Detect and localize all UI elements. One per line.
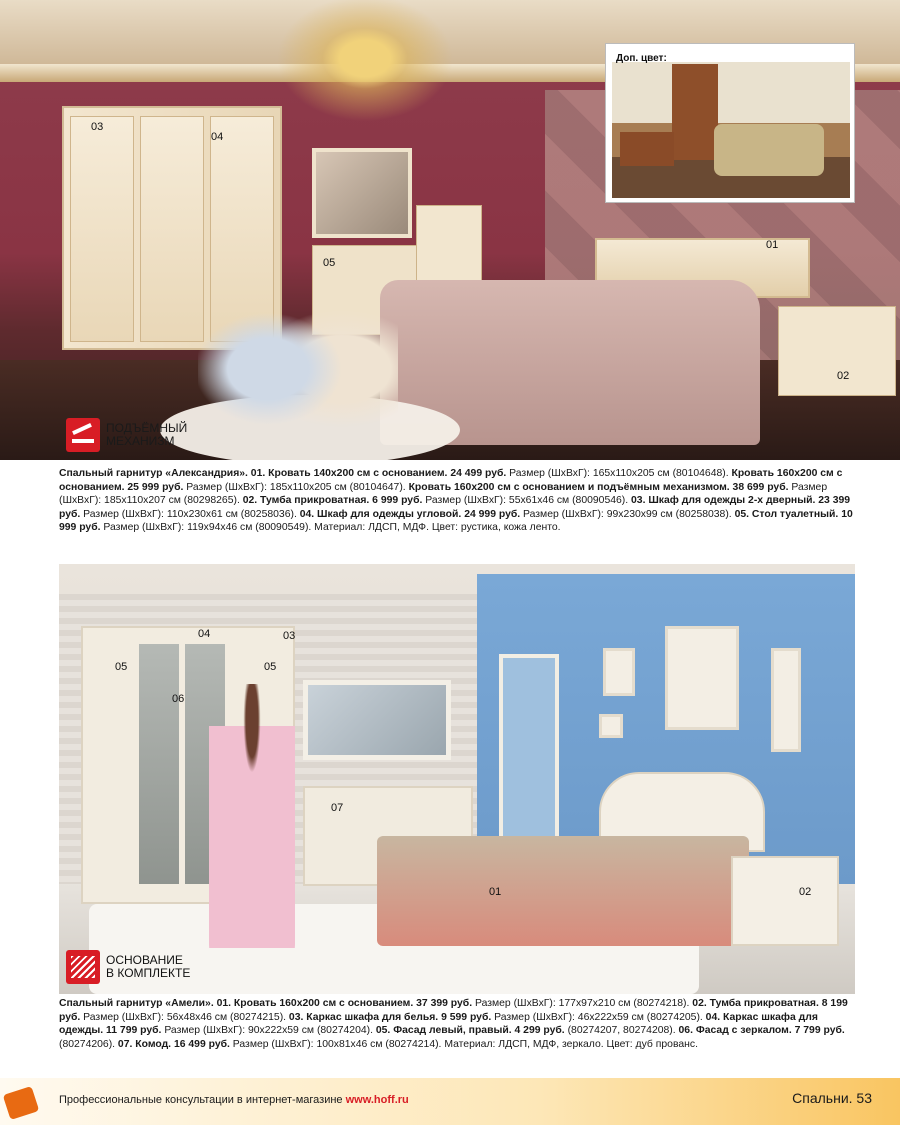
caption-bold: 05. Стол туалетный. 10 999 руб. [59, 508, 853, 534]
badge-line: ОСНОВАНИЕ [106, 953, 183, 967]
nightstand-image [778, 306, 896, 396]
inset-wardrobe [672, 64, 718, 160]
consultation-label: Профессиональные консультации в интернет-магазине [59, 1094, 346, 1106]
base-included-icon [66, 950, 100, 984]
caption-text: (80274207, 80274208). [564, 1025, 676, 1037]
chandelier [265, 0, 465, 130]
badge-line: ПОДЪЁМНЫЙ [106, 421, 188, 435]
badge-label [106, 954, 190, 980]
caption-text: Размер (ШхВхГ): 185х110х207 см (80298265). [59, 481, 828, 507]
badge-line: В КОМПЛЕКТЕ [106, 966, 191, 980]
product-caption-ameli [59, 997, 859, 1051]
item-number-02: 02 [799, 886, 812, 898]
caption-text: Размер (ШхВхГ): 56х48х46 см (80274215). [80, 1011, 287, 1023]
caption-bold: 02. Тумба прикроватная. 8 199 руб. [59, 998, 848, 1023]
caption-bold: Кровать 160х200 см с основанием и подъёмным механизмом. 38 699 руб. [405, 481, 789, 493]
item-number-06: 06 [172, 693, 185, 705]
badge-label [106, 422, 187, 448]
caption-bold: 04. Шкаф для одежды угловой. 24 999 руб. [296, 508, 521, 520]
flower-painting [665, 626, 739, 730]
caption-bold: 03. Каркас шкафа для белья. 9 599 руб. [286, 1011, 492, 1023]
caption-bold: Спальный гарнитур «Александрия». 01. Кровать 140х200 см с основанием. 24 499 руб. [59, 468, 507, 479]
lift-mechanism-badge [66, 418, 187, 452]
alternate-color-inset [605, 43, 855, 203]
couple-image [198, 270, 398, 450]
inset-bed [714, 124, 824, 176]
wardrobe-door [140, 116, 204, 342]
item-number-05: 05 [115, 661, 128, 673]
product-caption-aleksandria [59, 467, 859, 535]
flower-painting [603, 648, 635, 696]
caption-text: Размер (ШхВхГ): 90х222х59 см (80274204). [161, 1025, 373, 1037]
caption-text: Размер (ШхВхГ): 185х110х205 см (80104647). [183, 481, 406, 493]
caption-bold: Кровать 160х200 см с основанием. 25 999 руб. [59, 468, 843, 493]
lift-mechanism-icon [66, 418, 100, 452]
bed-image [377, 836, 749, 946]
badge-line: МЕХАНИЗМ [106, 434, 175, 448]
caption-text: Размер (ШхВхГ): 177х97х210 см (80274218). [472, 998, 690, 1009]
caption-bold: 06. Фасад с зеркалом. 7 799 руб. [675, 1025, 845, 1037]
nightstand-image [731, 856, 839, 946]
bedroom-photo-ameli [59, 564, 855, 994]
base-included-badge [66, 950, 190, 984]
hoff-logo-icon [3, 1086, 40, 1120]
page-number: Спальни. 53 [792, 1090, 872, 1106]
wall-mirror-image [303, 680, 451, 760]
caption-text: Размер (ШхВхГ): 55х61х46 см (80090546). [422, 495, 629, 507]
caption-bold: 02. Тумба прикроватная. 6 999 руб. [239, 495, 423, 507]
website-link[interactable]: www.hoff.ru [345, 1094, 409, 1106]
caption-text: Размер (ШхВхГ): 165х110х205 см (80104648). [506, 468, 729, 479]
flower-painting [599, 714, 623, 738]
caption-text: Размер (ШхВхГ): 119х94х46 см (80090549). Материал: ЛДСП, МДФ. Цвет: рустика, кожа ленто. [100, 522, 561, 534]
wardrobe-mirror [139, 644, 179, 884]
caption-bold: 05. Фасад левый, правый. 4 299 руб. [372, 1025, 565, 1037]
item-number-03: 03 [283, 630, 296, 642]
caption-text: Размер (ШхВхГ): 46х222х59 см (80274205). [491, 1011, 703, 1023]
item-number-01: 01 [766, 239, 779, 251]
flower-painting [771, 648, 801, 752]
item-number-02: 02 [837, 370, 850, 382]
inset-label: Доп. цвет: [616, 53, 667, 64]
item-number-04: 04 [211, 131, 224, 143]
item-number-04: 04 [198, 628, 211, 640]
caption-text: Размер (ШхВхГ): 99х230х99 см (80258038). [520, 508, 732, 520]
item-number-03: 03 [91, 121, 104, 133]
wardrobe-door [70, 116, 134, 342]
inset-dresser [620, 132, 674, 166]
page-footer [0, 1078, 900, 1125]
caption-text: Размер (ШхВхГ): 100х81х46 см (80274214). Материал: ЛДСП, МДФ, зеркало. Цвет: дуб прованс. [229, 1038, 698, 1050]
caption-bold: Спальный гарнитур «Амели». 01. Кровать 160х200 см с основанием. 37 399 руб. [59, 998, 473, 1009]
consultation-text [59, 1094, 409, 1106]
item-number-01: 01 [489, 886, 502, 898]
item-number-05: 05 [323, 257, 336, 269]
item-number-05: 05 [264, 661, 277, 673]
caption-bold: 03. Шкаф для одежды 2-х дверный. 23 399 руб. [59, 495, 851, 520]
item-number-07: 07 [331, 802, 344, 814]
woman-image [209, 684, 295, 984]
caption-bold: 04. Каркас шкафа для одежды. 11 799 руб. [59, 1011, 818, 1037]
caption-text: (80274206). [59, 1038, 116, 1050]
caption-text: Размер (ШхВхГ): 110х230х61 см (80258036). [80, 508, 297, 520]
caption-bold: 07. Комод. 16 499 руб. [115, 1038, 230, 1050]
vanity-mirror-image [312, 148, 412, 238]
